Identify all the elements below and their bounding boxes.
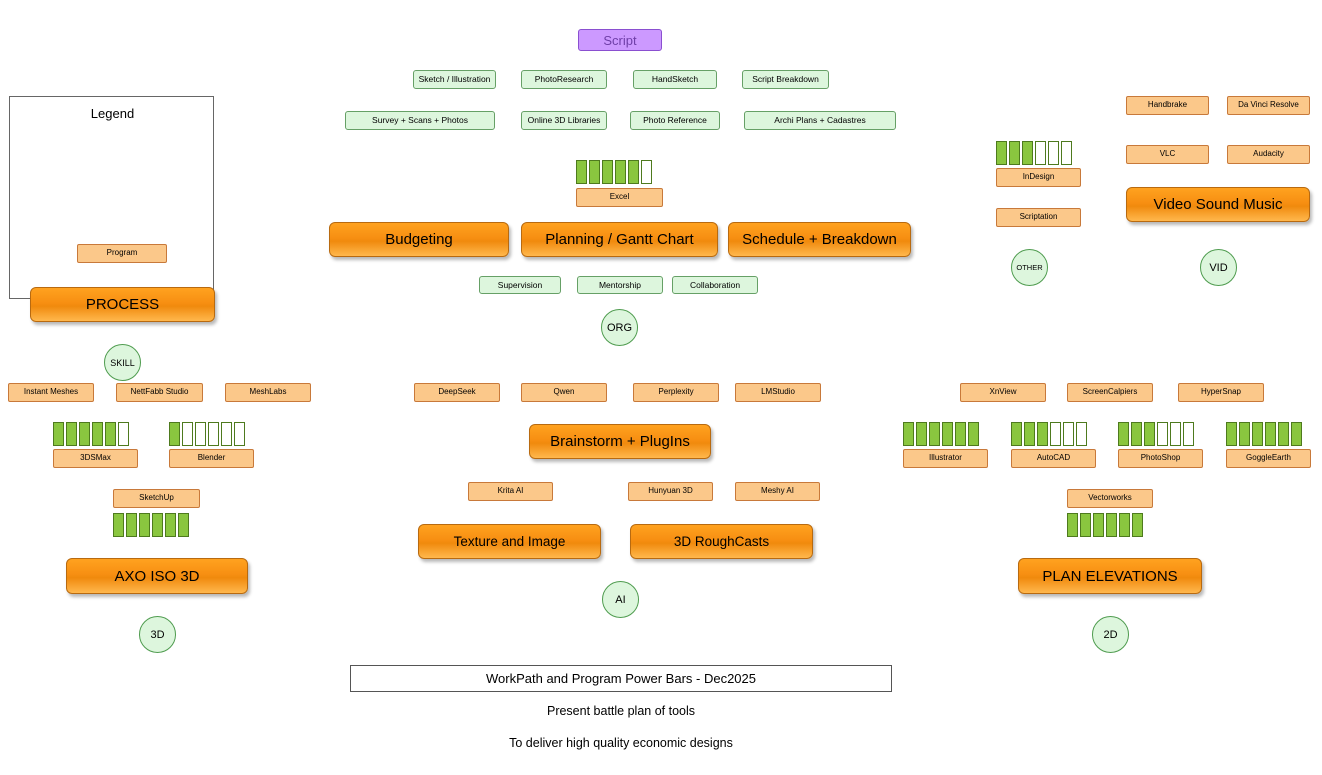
chip-label: Photo Reference xyxy=(643,115,707,126)
googleearth-power-bars xyxy=(1226,422,1302,446)
chip-xnview[interactable] xyxy=(960,383,1046,402)
chip-googleearth[interactable] xyxy=(1226,449,1311,468)
power-bar xyxy=(221,422,232,446)
chip-label: Script Breakdown xyxy=(752,74,819,85)
chip-handsketch[interactable] xyxy=(633,70,717,89)
chip-label: Perplexity xyxy=(658,387,694,397)
chip-mentorship[interactable] xyxy=(577,276,663,294)
process-label: Video Sound Music xyxy=(1153,196,1283,213)
legend-skill-label: SKILL xyxy=(110,357,135,368)
chip-label: Collaboration xyxy=(689,279,741,290)
chip-label: HandSketch xyxy=(651,74,699,85)
chip-survey-scans-photos[interactable] xyxy=(345,111,495,130)
chip-label: Krita AI xyxy=(497,486,524,496)
process-label: 3D RoughCasts xyxy=(673,534,770,549)
chip-photo-reference[interactable] xyxy=(630,111,720,130)
chip-label: AutoCAD xyxy=(1036,453,1071,463)
footer-line-1: Present battle plan of tools xyxy=(546,704,695,718)
process-schedule-breakdown[interactable] xyxy=(728,222,911,257)
chip-label: LMStudio xyxy=(761,387,795,397)
power-bar xyxy=(903,422,914,446)
legend-process-label: PROCESS xyxy=(85,296,160,313)
chip-collaboration[interactable] xyxy=(672,276,758,294)
chip-meshlabs[interactable] xyxy=(225,383,311,402)
skill-label: 2D xyxy=(1103,628,1118,641)
chip-deepseek[interactable] xyxy=(414,383,500,402)
power-bar xyxy=(53,422,64,446)
chip-label: Instant Meshes xyxy=(23,387,79,397)
power-bar xyxy=(1024,422,1035,446)
power-bar xyxy=(1157,422,1168,446)
chip-label: Hunyuan 3D xyxy=(648,486,693,496)
process-label: Planning / Gantt Chart xyxy=(545,231,694,248)
power-bar xyxy=(929,422,940,446)
power-bar xyxy=(113,513,124,537)
footer-title-box xyxy=(350,665,892,692)
3dsmax-power-bars xyxy=(53,422,129,446)
power-bar xyxy=(118,422,129,446)
skill-label: ORG xyxy=(606,321,633,334)
chip-label: Mentorship xyxy=(598,279,642,290)
chip-label: 3DSMax xyxy=(80,453,111,463)
power-bar xyxy=(152,513,163,537)
skill-label: OTHER xyxy=(1016,263,1043,272)
legend-title: Legend xyxy=(90,106,135,121)
power-bar xyxy=(208,422,219,446)
power-bar xyxy=(126,513,137,537)
chip-label: Illustrator xyxy=(929,453,962,463)
skill-label: AI xyxy=(615,593,626,606)
chip-excel[interactable] xyxy=(576,188,663,207)
chip-hypersnap[interactable] xyxy=(1178,383,1264,402)
power-bar xyxy=(165,513,176,537)
process-texture-and-image[interactable] xyxy=(418,524,601,559)
chip-label: Da Vinci Resolve xyxy=(1238,100,1299,110)
process-label: PLAN ELEVATIONS xyxy=(1042,567,1178,585)
chip-nettfabb-studio[interactable] xyxy=(116,383,203,402)
legend-program-chip xyxy=(77,244,167,263)
chip-script-breakdown[interactable] xyxy=(742,70,829,89)
process-plan-elevations[interactable] xyxy=(1018,558,1202,594)
power-bar xyxy=(1035,141,1046,165)
chip-label: Excel xyxy=(609,192,630,202)
process-planning-gantt-chart[interactable] xyxy=(521,222,718,257)
power-bar xyxy=(1132,513,1143,537)
power-bar xyxy=(1278,422,1289,446)
power-bar xyxy=(169,422,180,446)
power-bar xyxy=(602,160,613,184)
footer-title: WorkPath and Program Power Bars - Dec2025 xyxy=(486,671,756,686)
chip-screencalpiers[interactable] xyxy=(1067,383,1153,402)
chip-sketch-illustration[interactable] xyxy=(413,70,496,89)
chip-label: Online 3D Libraries xyxy=(527,115,601,126)
process-budgeting[interactable] xyxy=(329,222,509,257)
chip-indesign[interactable] xyxy=(996,168,1081,187)
chip-handbrake[interactable] xyxy=(1126,96,1209,115)
legend-box xyxy=(9,96,214,368)
power-bar xyxy=(234,422,245,446)
skill-org[interactable] xyxy=(601,309,638,346)
chip-krita-ai[interactable] xyxy=(468,482,553,501)
power-bar xyxy=(1144,422,1155,446)
chip-label: Survey + Scans + Photos xyxy=(372,115,468,126)
skill-ai[interactable] xyxy=(602,581,639,618)
chip-blender[interactable] xyxy=(169,449,254,468)
power-bar xyxy=(641,160,652,184)
skill-3d[interactable] xyxy=(139,616,176,653)
power-bar xyxy=(955,422,966,446)
power-bar xyxy=(1119,513,1130,537)
indesign-power-bars xyxy=(996,141,1072,165)
power-bar xyxy=(576,160,587,184)
chip-audacity[interactable] xyxy=(1227,145,1310,164)
process-video-sound-music[interactable] xyxy=(1126,187,1310,222)
chip-label: XnView xyxy=(989,387,1017,397)
chip-photoresearch[interactable] xyxy=(521,70,607,89)
process-brainstorm-plugins[interactable] xyxy=(529,424,711,459)
chip-label: Handbrake xyxy=(1147,100,1188,110)
process-label: Schedule + Breakdown xyxy=(742,231,897,248)
legend-process-box xyxy=(30,287,215,322)
chip-perplexity[interactable] xyxy=(633,383,719,402)
photoshop-power-bars xyxy=(1118,422,1194,446)
chip-autocad[interactable] xyxy=(1011,449,1096,468)
chip-archi-plans-cadastres[interactable] xyxy=(744,111,896,130)
chip-scriptation[interactable] xyxy=(996,208,1081,227)
power-bar xyxy=(1226,422,1237,446)
chip-label: DeepSeek xyxy=(438,387,476,397)
power-bar xyxy=(178,513,189,537)
process-label: AXO ISO 3D xyxy=(114,567,200,585)
power-bar xyxy=(628,160,639,184)
power-bar xyxy=(1067,513,1078,537)
power-bar xyxy=(1131,422,1142,446)
chip-label: ScreenCalpiers xyxy=(1082,387,1138,397)
power-bar xyxy=(1009,141,1020,165)
chip-vlc[interactable] xyxy=(1126,145,1209,164)
chip-online-3d-libraries[interactable] xyxy=(521,111,607,130)
chip-label: Audacity xyxy=(1253,149,1284,159)
power-bar xyxy=(1265,422,1276,446)
chip-instant-meshes[interactable] xyxy=(8,383,94,402)
skill-label: 3D xyxy=(150,628,165,641)
power-bar xyxy=(968,422,979,446)
skill-2d[interactable] xyxy=(1092,616,1129,653)
power-bar xyxy=(66,422,77,446)
chip-label: PhotoShop xyxy=(1140,453,1181,463)
power-bar xyxy=(916,422,927,446)
footer-line-2: To deliver high quality economic designs xyxy=(509,736,733,750)
power-bar xyxy=(139,513,150,537)
power-bar xyxy=(1170,422,1181,446)
power-bar xyxy=(942,422,953,446)
vectorworks-power-bars xyxy=(1067,513,1143,537)
chip-label: Scriptation xyxy=(1019,212,1058,222)
power-bar xyxy=(1291,422,1302,446)
chip-label: InDesign xyxy=(1022,172,1055,182)
chip-lmstudio[interactable] xyxy=(735,383,821,402)
power-bar xyxy=(182,422,193,446)
power-bar xyxy=(1050,422,1061,446)
blender-power-bars xyxy=(169,422,245,446)
chip-3dsmax[interactable] xyxy=(53,449,138,468)
chip-label: Supervision xyxy=(497,279,543,290)
power-bar xyxy=(1183,422,1194,446)
chip-label: SketchUp xyxy=(139,493,174,503)
chip-meshy-ai[interactable] xyxy=(735,482,820,501)
power-bar xyxy=(1063,422,1074,446)
power-bar xyxy=(195,422,206,446)
power-bar xyxy=(1239,422,1250,446)
sketchup-power-bars xyxy=(113,513,189,537)
process-label: Brainstorm + PlugIns xyxy=(550,433,690,450)
excel-power-bars xyxy=(576,160,652,184)
chip-label: GoggleEarth xyxy=(1246,453,1291,463)
process-3d-roughcasts[interactable] xyxy=(630,524,813,559)
power-bar xyxy=(1061,141,1072,165)
legend-skill-circle xyxy=(104,344,141,381)
chip-da-vinci-resolve[interactable] xyxy=(1227,96,1310,115)
power-bar xyxy=(1093,513,1104,537)
chip-hunyuan-3d[interactable] xyxy=(628,482,713,501)
chip-illustrator[interactable] xyxy=(903,449,988,468)
script-label: Script xyxy=(603,32,637,48)
chip-label: Archi Plans + Cadastres xyxy=(774,115,866,126)
skill-other[interactable] xyxy=(1011,249,1048,286)
power-bar xyxy=(1252,422,1263,446)
process-axo-iso-3d[interactable] xyxy=(66,558,248,594)
power-bar xyxy=(105,422,116,446)
power-bar xyxy=(996,141,1007,165)
skill-label: VID xyxy=(1209,261,1228,274)
power-bar xyxy=(1037,422,1048,446)
power-bar xyxy=(1011,422,1022,446)
power-bar xyxy=(1118,422,1129,446)
power-bar xyxy=(1076,422,1087,446)
chip-sketchup[interactable] xyxy=(113,489,200,508)
chip-vectorworks[interactable] xyxy=(1067,489,1153,508)
power-bar xyxy=(615,160,626,184)
chip-label: PhotoResearch xyxy=(534,74,594,85)
legend-program-label: Program xyxy=(106,248,138,258)
chip-label: NettFabb Studio xyxy=(130,387,189,397)
chip-label: Vectorworks xyxy=(1088,493,1132,503)
power-bar xyxy=(79,422,90,446)
autocad-power-bars xyxy=(1011,422,1087,446)
chip-label: Qwen xyxy=(553,387,575,397)
skill-vid[interactable] xyxy=(1200,249,1237,286)
power-bar xyxy=(589,160,600,184)
process-label: Texture and Image xyxy=(453,534,566,549)
chip-label: HyperSnap xyxy=(1200,387,1242,397)
script-box[interactable] xyxy=(578,29,662,51)
chip-photoshop[interactable] xyxy=(1118,449,1203,468)
chip-qwen[interactable] xyxy=(521,383,607,402)
chip-supervision[interactable] xyxy=(479,276,561,294)
chip-label: MeshLabs xyxy=(249,387,287,397)
chip-label: Sketch / Illustration xyxy=(418,74,491,85)
power-bar xyxy=(1106,513,1117,537)
power-bar xyxy=(1048,141,1059,165)
illustrator-power-bars xyxy=(903,422,979,446)
process-label: Budgeting xyxy=(385,231,453,248)
power-bar xyxy=(1080,513,1091,537)
chip-label: Meshy AI xyxy=(761,486,794,496)
chip-label: VLC xyxy=(1159,149,1176,159)
chip-label: Blender xyxy=(197,453,226,463)
power-bar xyxy=(92,422,103,446)
power-bar xyxy=(1022,141,1033,165)
